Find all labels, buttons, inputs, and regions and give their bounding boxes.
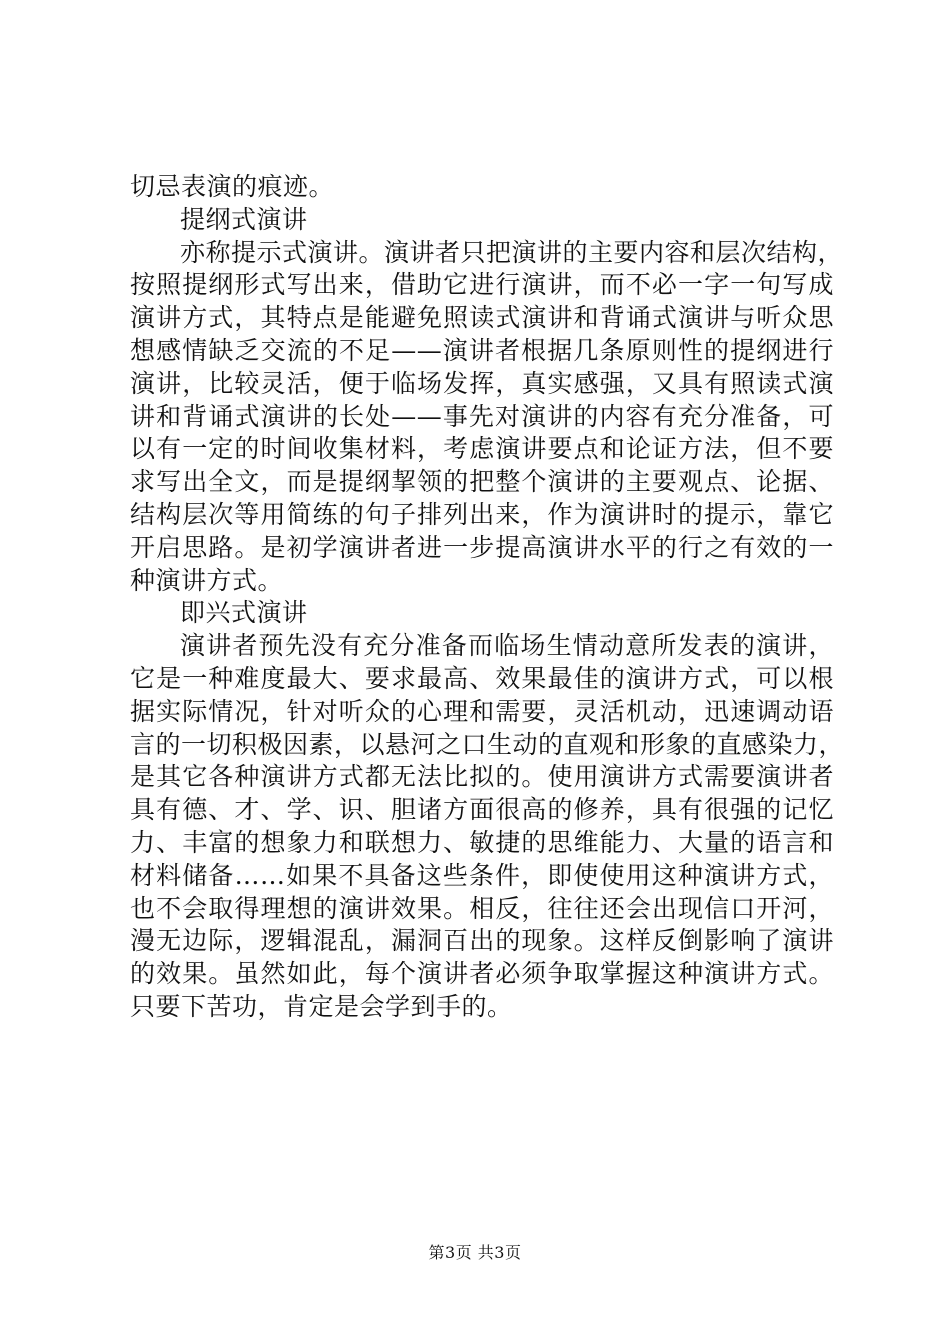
text-line: 演讲，比较灵活，便于临场发挥，真实感强，又具有照读式演 [130,368,834,398]
text-line: 开启思路。是初学演讲者进一步提高演讲水平的行之有效的一 [130,532,834,562]
text-line: 想感情缺乏交流的不足——演讲者根据几条原则性的提纲进行 [130,335,834,365]
text-line: 演讲者预先没有充分准备而临场生情动意所发表的演讲， [180,631,834,661]
text-line: 力、丰富的想象力和联想力、敏捷的思维能力、大量的语言和 [130,827,834,857]
text-line: 漫无边际，逻辑混乱，漏洞百出的现象。这样反倒影响了演讲 [130,926,834,956]
text-line: 也不会取得理想的演讲效果。相反，往往还会出现信口开河， [130,893,834,923]
text-line: 提纲式演讲 [180,204,308,234]
page-footer: 第3页 共3页 [428,1243,522,1262]
text-line: 亦称提示式演讲。演讲者只把演讲的主要内容和层次结构， [180,237,844,267]
text-line: 按照提纲形式写出来，借助它进行演讲，而不必一字一句写成 [130,270,834,300]
text-line: 言的一切积极因素，以悬河之口生动的直观和形象的直感染力， [130,729,845,759]
text-line: 它是一种难度最大、要求最高、效果最佳的演讲方式，可以根 [130,663,834,693]
text-line: 种演讲方式。 [130,565,284,595]
text-line: 材料储备……如果不具备这些条件，即使使用这种演讲方式， [130,860,834,890]
text-line: 求写出全文，而是提纲挈领的把整个演讲的主要观点、论据、 [130,467,834,497]
text-line: 具有德、才、学、识、胆诸方面很高的修养，具有很强的记忆 [130,795,834,825]
text-line: 结构层次等用简练的句子排列出来，作为演讲时的提示，靠它 [130,499,834,529]
document-body [130,171,845,1024]
text-line: 据实际情况，针对听众的心理和需要，灵活机动，迅速调动语 [130,696,834,726]
text-line: 切忌表演的痕迹。 [130,172,335,201]
text-line: 只要下苦功，肯定是会学到手的。 [130,991,513,1021]
text-line: 即兴式演讲 [180,598,308,628]
text-line: 是其它各种演讲方式都无法比拟的。使用演讲方式需要演讲者 [130,762,834,792]
text-line: 讲和背诵式演讲的长处——事先对演讲的内容有充分准备，可 [130,401,834,431]
text-line: 以有一定的时间收集材料，考虑演讲要点和论证方法，但不要 [130,434,834,464]
text-line: 演讲方式，其特点是能避免照读式演讲和背诵式演讲与听众思 [130,303,834,333]
text-line: 的效果。虽然如此，每个演讲者必须争取掌握这种演讲方式。 [130,959,834,989]
